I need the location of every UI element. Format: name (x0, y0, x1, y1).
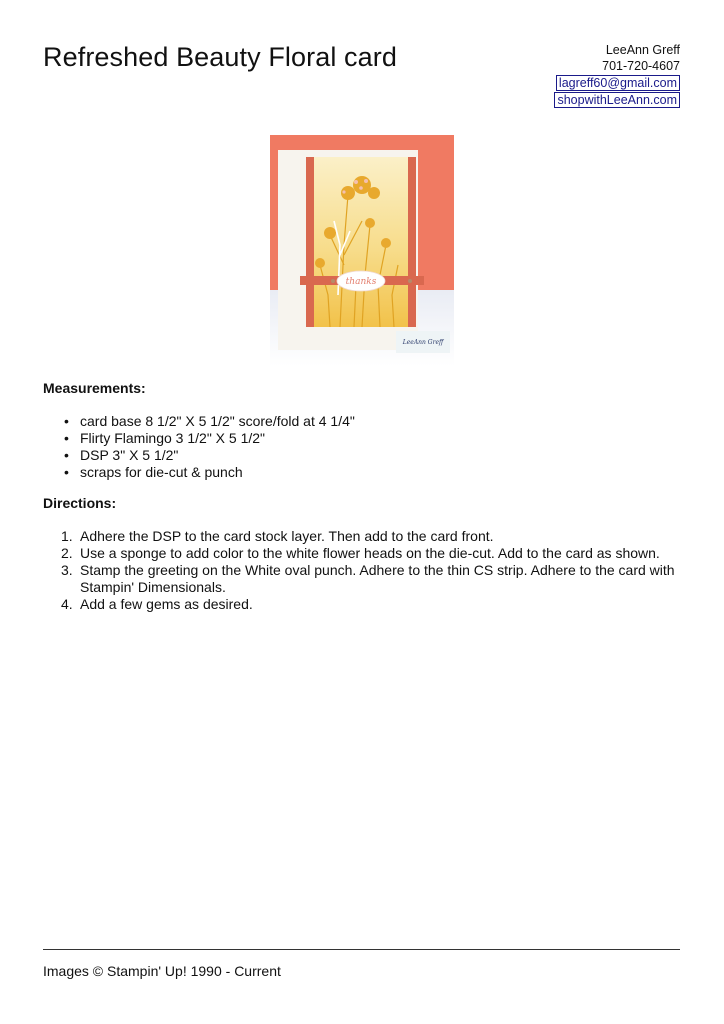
list-item: 1. Adhere the DSP to the card stock layer. Then add to the card front. (61, 528, 494, 544)
email-link[interactable]: lagreff60@gmail.com (556, 75, 680, 91)
directions-list (43, 528, 683, 613)
list-item: 4. Add a few gems as desired. (61, 596, 253, 612)
gem-left (331, 279, 335, 283)
contact-block (554, 42, 680, 108)
list-item: • DSP 3" X 5 1/2" (43, 447, 355, 464)
contact-phone: 701-720-4607 (602, 59, 680, 73)
card-strip-right (408, 157, 416, 327)
list-item: • card base 8 1/2" X 5 1/2" score/fold at 4 1/4" (43, 413, 355, 430)
list-item: 2. Use a sponge to add color to the white flower heads on the die-cut. Add to the card as shown. (61, 545, 660, 561)
website-link[interactable]: shopwithLeeAnn.com (554, 92, 680, 108)
list-item: 3. Stamp the greeting on the White oval punch. Adhere to the thin CS strip. Adhere to the card with Stampin' Dimensionals. (61, 562, 675, 595)
greeting-text: thanks (345, 277, 377, 287)
directions-heading: Directions: (43, 495, 117, 511)
contact-name: LeeAnn Greff (605, 43, 680, 57)
signature-text: LeeAnn Greff (402, 339, 444, 346)
list-item: • scraps for die-cut & punch (43, 464, 355, 481)
measurements-list (43, 413, 355, 481)
gem-right (408, 279, 412, 283)
measurements-heading: Measurements: (43, 380, 146, 396)
list-item: • Flirty Flamingo 3 1/2" X 5 1/2" (43, 430, 355, 447)
page-title: Refreshed Beauty Floral card (43, 42, 397, 72)
footer-copyright: Images © Stampin' Up! 1990 - Current (43, 963, 281, 979)
card-strip-left (306, 157, 314, 327)
footer-divider (43, 949, 680, 950)
card-photo (270, 135, 454, 366)
